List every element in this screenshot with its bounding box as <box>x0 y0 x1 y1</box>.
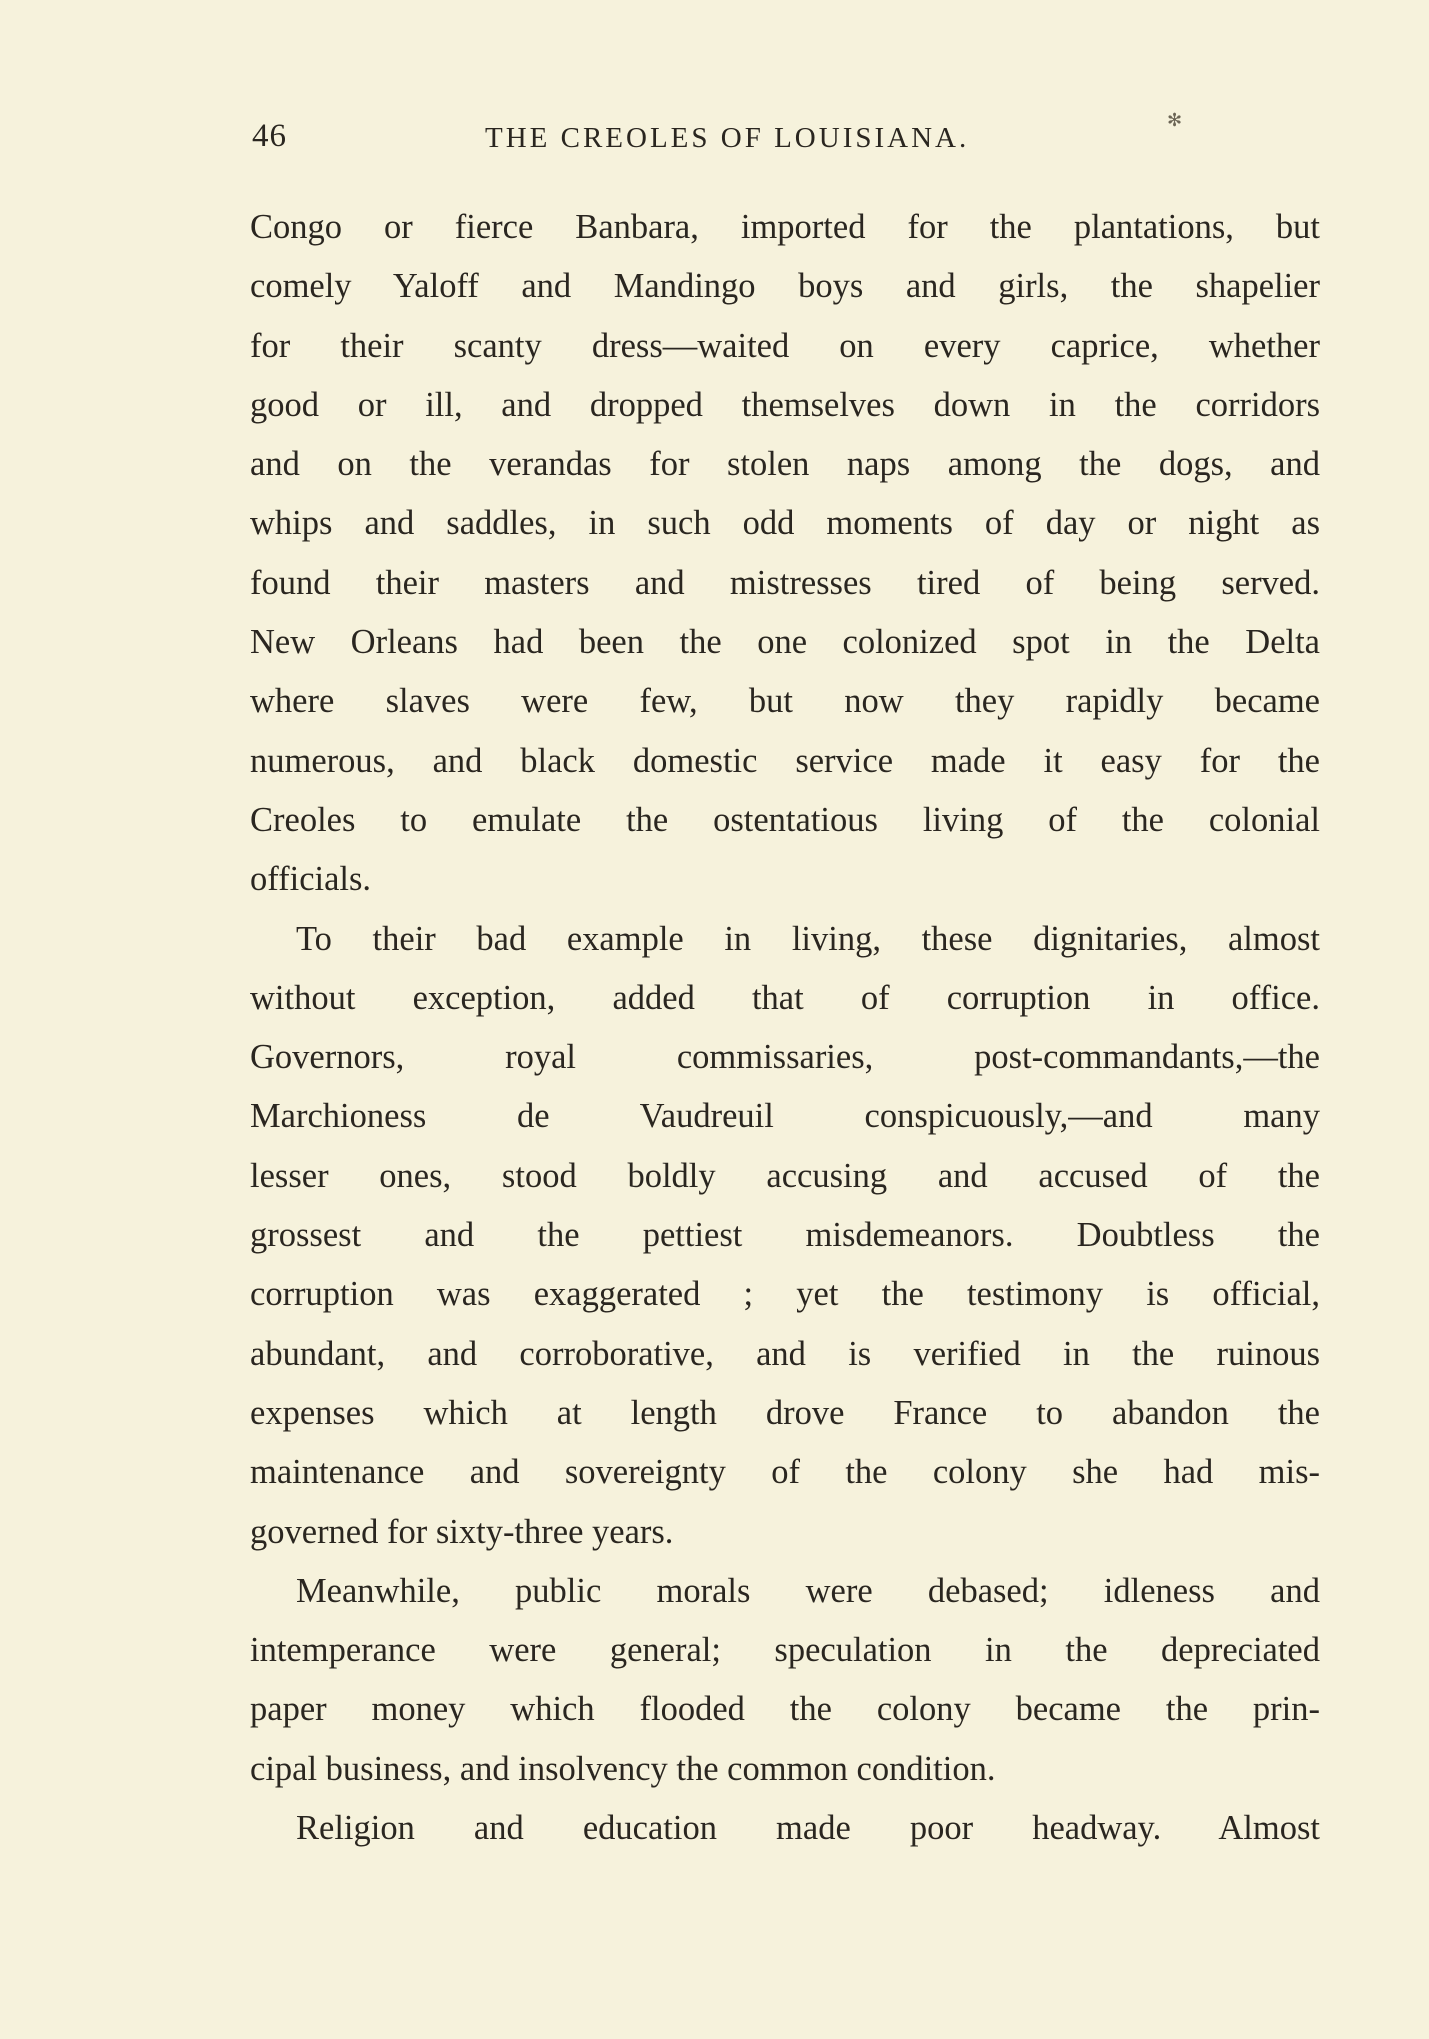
text-line: corruption was exaggerated ; yet the testimony is official, <box>250 1275 1320 1314</box>
text-line: abundant, and corroborative, and is verified in the ruinous <box>250 1334 1320 1373</box>
text-line: good or ill, and dropped themselves down in the corridors <box>250 385 1320 424</box>
text-line: intemperance were general; speculation in the depreciated <box>250 1631 1320 1670</box>
text-line: Governors, royal commissaries, post-commandants,—the <box>250 1038 1320 1077</box>
text-line: and on the verandas for stolen naps among the dogs, and <box>250 445 1320 484</box>
paragraph-2 <box>250 910 1320 1562</box>
text-line: governed for sixty-three years. <box>250 1512 674 1551</box>
text-line: Marchioness de Vaudreuil conspicuously,—and many <box>250 1097 1320 1136</box>
text-line: without exception, added that of corruption in office. <box>250 978 1320 1017</box>
text-line: for their scanty dress—waited on every caprice, whether <box>250 326 1320 365</box>
text-line: found their masters and mistresses tired of being served. <box>250 563 1320 602</box>
running-head <box>252 110 1322 164</box>
text-line: Congo or fierce Banbara, imported for the plantations, but <box>250 208 1320 246</box>
paragraph-4 <box>250 1799 1320 1858</box>
text-line: paper money which flooded the colony became the prin- <box>250 1690 1320 1729</box>
paragraph-3 <box>250 1562 1320 1799</box>
text-line: maintenance and sovereignty of the colony she had mis- <box>250 1453 1320 1492</box>
text-line: lesser ones, stood boldly accusing and accused of the <box>250 1156 1320 1195</box>
body-text <box>250 198 1320 1858</box>
text-line: comely Yaloff and Mandingo boys and girls, the shapelier <box>250 267 1320 306</box>
text-line: numerous, and black domestic service made it easy for the <box>250 741 1320 780</box>
running-title: THE CREOLES OF LOUISIANA. <box>485 122 970 154</box>
text-line: grossest and the pettiest misdemeanors. Doubtless the <box>250 1216 1320 1255</box>
page-number: 46 <box>252 118 287 154</box>
text-line: where slaves were few, but now they rapidly became <box>250 682 1320 721</box>
asterism-ornament-icon: ✻ <box>1167 110 1183 131</box>
text-line: To their bad example in living, these dignitaries, almost <box>296 919 1320 958</box>
text-line: cipal business, and insolvency the common condition. <box>250 1749 996 1788</box>
text-line: Meanwhile, public morals were debased; idleness and <box>296 1571 1320 1610</box>
text-line: New Orleans had been the one colonized spot in the Delta <box>250 623 1320 662</box>
paragraph-1 <box>250 198 1320 910</box>
text-line: Creoles to emulate the ostentatious living of the colonial <box>250 800 1320 839</box>
text-line: whips and saddles, in such odd moments of day or night as <box>250 504 1320 543</box>
text-line: expenses which at length drove France to abandon the <box>250 1393 1320 1432</box>
text-line: Religion and education made poor headway. Almost <box>296 1809 1320 1848</box>
text-line: officials. <box>250 860 372 899</box>
